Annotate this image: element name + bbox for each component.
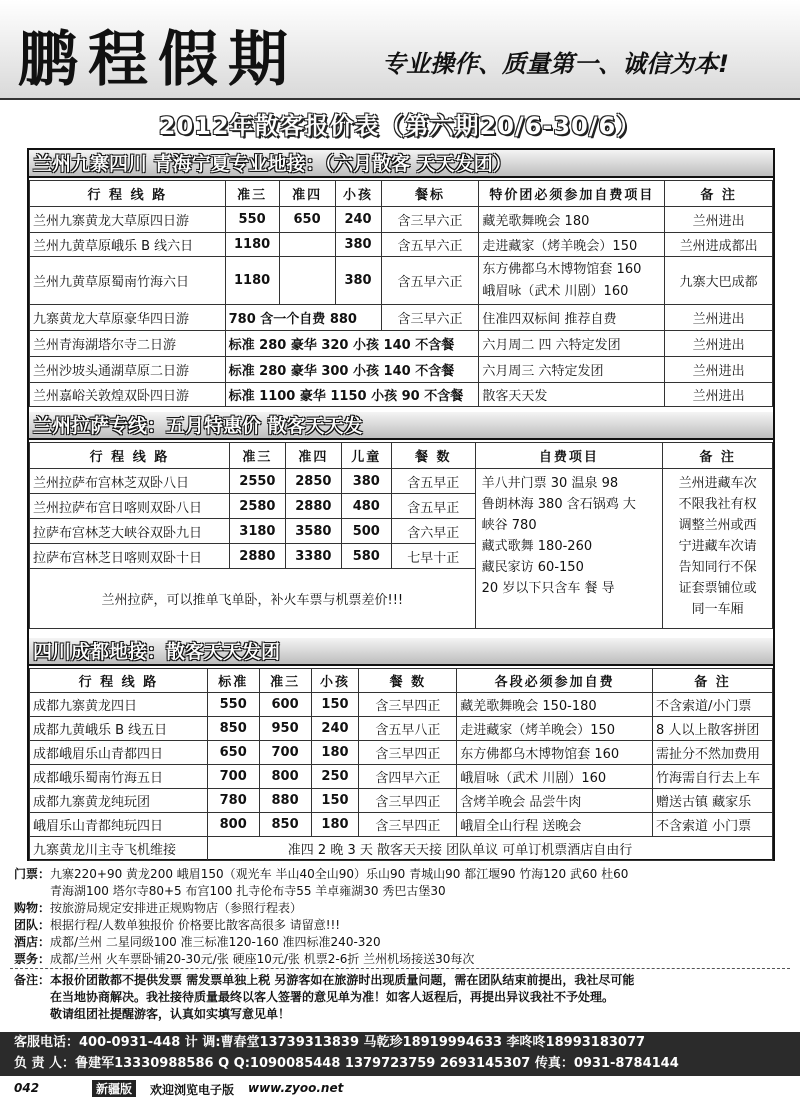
extra-cell: 峨眉全山行程 送晚会	[457, 813, 653, 837]
col-extra: 各段必须参加自费	[457, 669, 653, 693]
price-cell: 标准 1100 豪华 1150 小孩 90 不含餐	[225, 383, 479, 407]
extra-cell: 住准四双标间 推荐自费	[479, 305, 665, 331]
extra-cell: 东方佛都乌木博物馆套 160	[457, 741, 653, 765]
table-row	[30, 383, 773, 407]
price-cell: 700	[207, 765, 259, 789]
notes-text: 敬请组团社提醒游客，认真如实填写意见单！	[50, 1007, 291, 1021]
route-cell: 兰州九黄草原峨乐 B 线六日	[30, 233, 226, 257]
price-cell: 标准 280 豪华 300 小孩 140 不含餐	[225, 357, 479, 383]
route-cell: 拉萨布宫林芝日喀则双卧十日	[30, 544, 230, 569]
price-cell: 550	[225, 207, 279, 233]
col-child: 儿童	[341, 443, 391, 469]
col-p4: 准四	[279, 181, 335, 207]
note-cell: 兰州进出	[665, 207, 773, 233]
info-tickets	[14, 866, 794, 883]
meal-cell: 含六早正	[391, 519, 475, 544]
info-label: 购物：	[14, 901, 51, 915]
meal-cell: 含五早正	[391, 469, 475, 494]
section-chengdu-table	[29, 668, 773, 861]
note-cell: 8 人以上散客拼团	[653, 717, 773, 741]
note-cell: 兰州进出	[665, 331, 773, 357]
route-cell: 兰州青海湖塔尔寺二日游	[30, 331, 226, 357]
meal-cell: 含三早四正	[359, 741, 457, 765]
footer-url[interactable]: www.zyoo.net	[248, 1081, 344, 1095]
route-cell: 九寨黄龙大草原豪华四日游	[30, 305, 226, 331]
extra-cell	[479, 257, 665, 305]
route-cell: 成都九寨黄龙纯玩团	[30, 789, 208, 813]
info-ticketing	[14, 951, 794, 968]
route-cell: 九寨黄龙川主寺飞机维接	[30, 837, 208, 861]
note-line: 同一车厢	[691, 602, 744, 617]
price-cell: 3380	[285, 544, 341, 569]
note-cell: 兰州进出	[665, 305, 773, 331]
divider	[10, 968, 790, 969]
lasa-note-block	[663, 469, 773, 629]
price-cell: 950	[259, 717, 311, 741]
extra-cell: 散客天天发	[479, 383, 665, 407]
table-row	[30, 257, 773, 305]
col-note: 备 注	[653, 669, 773, 693]
note-cell: 不含索道 小门票	[653, 813, 773, 837]
table-row	[30, 305, 773, 331]
meal-cell: 含五早六正	[381, 257, 479, 305]
route-cell: 成都峨乐蜀南竹海五日	[30, 765, 208, 789]
price-cell: 380	[335, 257, 381, 305]
price-cell: 600	[259, 693, 311, 717]
page-header	[0, 0, 800, 100]
price-cell: 780	[207, 789, 259, 813]
info-group	[14, 917, 794, 934]
meal-cell: 含四早六正	[359, 765, 457, 789]
route-cell: 兰州九寨黄龙大草原四日游	[30, 207, 226, 233]
note-line: 告知同行不保	[678, 560, 757, 575]
price-cell	[279, 257, 335, 305]
price-cell: 880	[259, 789, 311, 813]
price-cell: 500	[341, 519, 391, 544]
page-number: 042	[14, 1081, 40, 1095]
extra-cell: 走进藏家（烤羊晚会）150	[479, 233, 665, 257]
table-row	[30, 233, 773, 257]
col-child: 小孩	[335, 181, 381, 207]
price-cell: 780 含一个自费 880	[225, 305, 381, 331]
note-cell: 竹海需自行去上车	[653, 765, 773, 789]
price-cell	[279, 233, 335, 257]
info-label: 酒店：	[14, 935, 51, 949]
lasa-extra-block	[475, 469, 663, 629]
notes-line	[14, 972, 794, 989]
quote-title: 2012年散客报价表（第六期20/6-30/6）	[158, 112, 642, 140]
extra-cell: 含烤羊晚会 品尝牛肉	[457, 789, 653, 813]
price-cell: 标准 280 豪华 320 小孩 140 不含餐	[225, 331, 479, 357]
note-line: 不限我社有权	[678, 497, 757, 512]
info-text: 九寨220+90 黄龙200 峨眉150（观光车 半山40全山90）乐山90 青城山90 都江堰90 竹海120 武60 杜60	[50, 867, 629, 881]
meal-cell: 含三早四正	[359, 813, 457, 837]
table-row	[30, 357, 773, 383]
route-cell: 成都九寨黄龙四日	[30, 693, 208, 717]
price-cell: 3180	[229, 519, 285, 544]
extra-line: 羊八井门票 30 温泉 98	[481, 476, 619, 491]
extra-cell: 六月周三 六特定发团	[479, 357, 665, 383]
notes-block	[14, 972, 794, 1023]
info-block	[14, 866, 794, 968]
info-text: 成都/兰州 二星同级100 准三标准120-160 准四标准240-320	[50, 935, 381, 949]
extra-cell: 藏羌歌舞晚会 150-180	[457, 693, 653, 717]
notes-label: 备注：	[14, 973, 51, 987]
route-cell: 拉萨布宫林芝大峡谷双卧九日	[30, 519, 230, 544]
route-cell: 兰州嘉峪关敦煌双卧四日游	[30, 383, 226, 407]
table-row	[30, 717, 773, 741]
price-cell: 580	[341, 544, 391, 569]
col-route: 行 程 线 路	[30, 181, 226, 207]
info-label: 票务：	[14, 952, 51, 966]
info-text: 青海湖100 塔尔寺80+5 布宫100 扎寺伦布寺55 羊卓雍湖30 秀巴古堡30	[50, 884, 446, 898]
info-shopping	[14, 900, 794, 917]
contact-text: 400-0931-448 计 调:曹春堂13739313839 马乾珍18919994633 李咚咚18993183077	[79, 1035, 646, 1050]
col-p3: 准三	[229, 443, 285, 469]
route-cell: 峨眉乐山青都纯玩四日	[30, 813, 208, 837]
price-cell: 800	[207, 813, 259, 837]
lasa-remark: 兰州拉萨，可以推单飞单卧，补火车票与机票差价!!!	[30, 569, 476, 629]
extra-line: 东方佛都乌木博物馆套 160	[482, 261, 642, 277]
section-lasa-title: 兰州拉萨专线：五月特惠价 散客天天发	[29, 412, 773, 440]
col-extra: 自费项目	[475, 443, 663, 469]
route-cell: 成都九黄峨乐 B 线五日	[30, 717, 208, 741]
note-line: 调整兰州或西	[678, 518, 757, 533]
table-row	[30, 837, 773, 861]
price-cell: 550	[207, 693, 259, 717]
note-cell: 赠送古镇 藏家乐	[653, 789, 773, 813]
meal-cell: 含五早正	[391, 494, 475, 519]
price-cell: 150	[311, 789, 359, 813]
extra-line: 20 岁以下只含车 餐 导	[481, 581, 615, 596]
info-text: 按旅游局规定安排进正规购物店（参照行程表）	[50, 901, 303, 915]
note-cell: 兰州进出	[665, 383, 773, 407]
col-p3: 准三	[225, 181, 279, 207]
section-lanzhou-jiuzhai-title: 兰州九寨四川 青海宁夏专业地接：（六月散客 天天发团）	[29, 150, 773, 178]
col-p3: 准三	[259, 669, 311, 693]
section-chengdu-title: 四川成都地接：散客天天发团	[29, 638, 773, 666]
note-line: 证套票铺位或	[678, 581, 757, 596]
contact-line-2	[14, 1053, 800, 1074]
note-cell: 兰州进出	[665, 357, 773, 383]
meal-cell: 含五早八正	[359, 717, 457, 741]
notes-text: 在当地协商解决。我社接待质量最终以客人签署的意见单为准！如客人返程后，再提出异议我社不予处理。	[50, 990, 615, 1004]
route-cell: 兰州拉萨布宫日喀则双卧八日	[30, 494, 230, 519]
meal-cell: 含三早六正	[381, 305, 479, 331]
meal-cell: 七早十正	[391, 544, 475, 569]
info-text: 根据行程/人数单独报价 价格要比散客高很多 请留意!!!	[50, 918, 341, 932]
col-meal: 餐 数	[391, 443, 475, 469]
brand-title: 鹏程假期	[18, 25, 298, 95]
contact-label: 客服电话：	[14, 1035, 80, 1050]
price-cell: 2580	[229, 494, 285, 519]
extra-cell: 六月周二 四 六特定发团	[479, 331, 665, 357]
section-lasa-table	[29, 442, 773, 629]
table-header-row	[30, 181, 773, 207]
note-cell: 需扯分不然加费用	[653, 741, 773, 765]
price-cell: 2850	[285, 469, 341, 494]
info-hotel	[14, 934, 794, 951]
extra-line: 藏民家访 60-150	[481, 560, 584, 575]
route-cell: 兰州沙坡头通湖草原二日游	[30, 357, 226, 383]
extra-line: 藏式歌舞 180-260	[481, 539, 593, 554]
table-row	[30, 741, 773, 765]
meal-cell: 含五早六正	[381, 233, 479, 257]
extra-cell: 走进藏家（烤羊晚会）150	[457, 717, 653, 741]
price-cell: 3580	[285, 519, 341, 544]
price-cell: 180	[311, 741, 359, 765]
price-cell: 380	[341, 469, 391, 494]
price-cell: 380	[335, 233, 381, 257]
col-route: 行 程 线 路	[30, 669, 208, 693]
note-cell: 不含索道/小门票	[653, 693, 773, 717]
route-cell: 兰州拉萨布宫林芝双卧八日	[30, 469, 230, 494]
table-row	[30, 765, 773, 789]
table-header-row	[30, 669, 773, 693]
table-row	[30, 469, 773, 494]
note-line: 宁进藏车次请	[678, 539, 757, 554]
section-lanzhou-jiuzhai-table	[29, 180, 773, 407]
col-meal: 餐标	[381, 181, 479, 207]
price-cell: 2880	[285, 494, 341, 519]
col-extra: 特价团必须参加自费项目	[479, 181, 665, 207]
price-cell: 240	[335, 207, 381, 233]
price-cell: 150	[311, 693, 359, 717]
price-cell: 180	[311, 813, 359, 837]
extra-cell: 峨眉咏（武术 川剧）160	[457, 765, 653, 789]
slogan: 专业操作、质量第一、诚信为本!	[382, 50, 729, 78]
col-route: 行 程 线 路	[30, 443, 230, 469]
price-cell: 700	[259, 741, 311, 765]
note-line: 兰州进藏车次	[678, 476, 757, 491]
meal-cell: 含三早四正	[359, 789, 457, 813]
contact-bar	[0, 1032, 800, 1076]
col-meal: 餐 数	[359, 669, 457, 693]
price-cell: 800	[259, 765, 311, 789]
table-row	[30, 331, 773, 357]
note-cell: 九寨大巴成都	[665, 257, 773, 305]
price-cell: 1180	[225, 257, 279, 305]
col-p4: 准四	[285, 443, 341, 469]
meal-cell: 含三早六正	[381, 207, 479, 233]
col-note: 备 注	[665, 181, 773, 207]
price-cell: 2880	[229, 544, 285, 569]
col-p1: 标准	[207, 669, 259, 693]
table-row	[30, 693, 773, 717]
route-cell: 兰州九黄草原蜀南竹海六日	[30, 257, 226, 305]
table-row	[30, 813, 773, 837]
table-row	[30, 789, 773, 813]
edition-badge: 新疆版	[92, 1080, 136, 1097]
price-cell: 1180	[225, 233, 279, 257]
price-table-box	[27, 148, 775, 861]
table-row	[30, 207, 773, 233]
notes-text: 本报价团散都不提供发票 需发票单独上税 另游客如在旅游时出现质量问题，需在团队结束前提出，我社尽可能	[50, 973, 635, 987]
contact-line-1	[14, 1032, 800, 1053]
footer-text: 欢迎浏览电子版	[150, 1083, 235, 1097]
price-cell: 850	[207, 717, 259, 741]
contact-label: 负 责 人：	[14, 1056, 76, 1071]
table-header-row	[30, 443, 773, 469]
extra-line: 峨眉咏（武术 川剧）160	[482, 283, 629, 299]
price-cell: 250	[311, 765, 359, 789]
info-label: 团队：	[14, 918, 51, 932]
price-cell: 850	[259, 813, 311, 837]
info-text: 成都/兰州 火车票卧铺20-30元/张 硬座10元/张 机票2-6折 兰州机场接送30每次	[50, 952, 475, 966]
price-cell: 650	[279, 207, 335, 233]
meal-cell: 含三早四正	[359, 693, 457, 717]
price-cell: 240	[311, 717, 359, 741]
info-label: 门票：	[14, 867, 51, 881]
price-cell: 480	[341, 494, 391, 519]
price-cell: 2550	[229, 469, 285, 494]
chengdu-flight-remark: 准四 2 晚 3 天 散客天天接 团队单议 可单订机票酒店自由行	[207, 837, 772, 861]
price-cell: 650	[207, 741, 259, 765]
extra-line: 鲁朗林海 380 含石锅鸡 大	[481, 497, 636, 512]
contact-text: 鲁建军13330988586 Q Q:1090085448 1379723759 2693145307 传真：0931-8784144	[75, 1056, 679, 1071]
col-child: 小孩	[311, 669, 359, 693]
extra-cell: 藏羌歌舞晚会 180	[479, 207, 665, 233]
note-cell: 兰州进成都出	[665, 233, 773, 257]
route-cell: 成都峨眉乐山青都四日	[30, 741, 208, 765]
extra-line: 峡谷 780	[481, 518, 537, 533]
page-footer	[0, 1078, 800, 1100]
col-note: 备 注	[663, 443, 773, 469]
